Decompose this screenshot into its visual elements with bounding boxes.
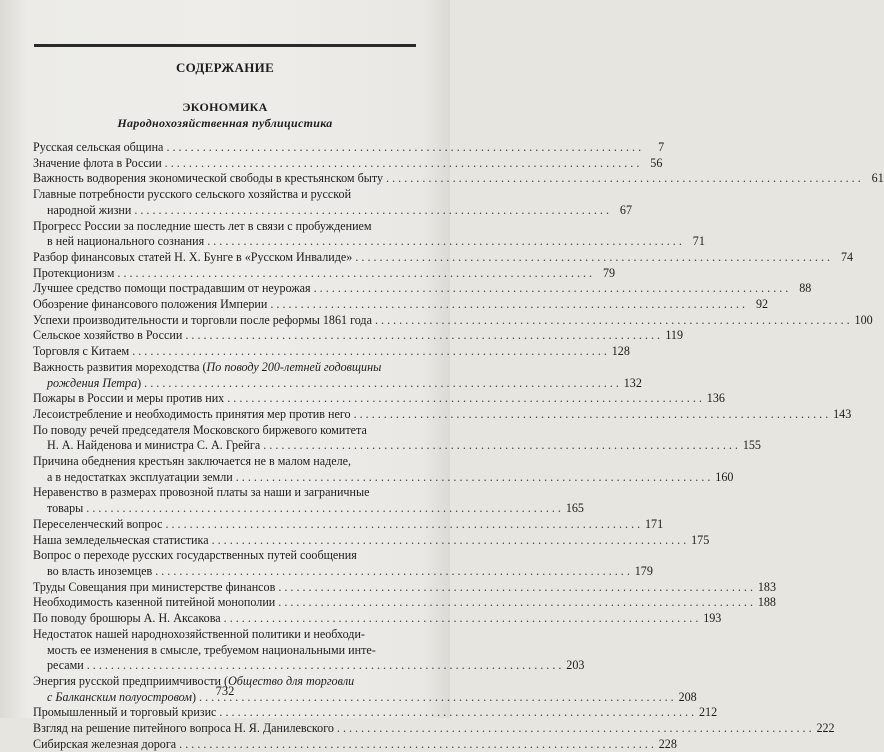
title-text: Торговля с Китаем: [33, 344, 130, 359]
toc-page-number: 165: [565, 501, 584, 516]
title-text: а в недостатках эксплуатации земли: [47, 469, 233, 484]
toc-page-number: 143: [833, 406, 852, 421]
toc-page-number: 7: [658, 140, 665, 154]
title-text: По поводу брошюры А. Н. Аксакова: [33, 611, 221, 626]
toc-entry-line: [33, 406, 852, 423]
title-text: Протекционизм: [33, 265, 115, 280]
subsection-heading: Народнохозяйственная публицистика: [117, 116, 333, 130]
toc-entry: [33, 721, 835, 737]
toc-entry: [33, 344, 630, 360]
toc-entry: [33, 281, 812, 297]
toc-entry: [33, 406, 852, 423]
toc-page-number: 92: [755, 297, 769, 312]
toc-entry-line: [33, 643, 433, 659]
toc-entry-title: [47, 376, 141, 392]
title-text: Главные потребности русского сельского хозяйства и русской: [33, 187, 352, 202]
title-text: ): [137, 375, 142, 390]
toc-entry-title: [33, 156, 162, 172]
top-rule: [34, 44, 416, 47]
toc-entry: [33, 532, 710, 549]
section-heading: ЭКОНОМИКА: [182, 100, 268, 114]
toc-page-number: 71: [692, 234, 705, 249]
toc-page-number: 136: [706, 391, 725, 406]
toc-entry-title: [33, 391, 224, 407]
toc-entry-title: [47, 203, 131, 219]
toc-page-number: 88: [799, 281, 812, 296]
toc-entry-line: [33, 171, 884, 187]
toc-entry-line: [33, 532, 710, 549]
toc-page-number: 179: [634, 563, 653, 578]
toc-page-number: 203: [566, 658, 585, 673]
toc-entry: [33, 312, 873, 329]
toc-entry-title: [47, 501, 83, 517]
title-text: Сельское хозяйство в России: [33, 328, 183, 343]
toc-entry-title: [33, 344, 129, 360]
title-text: Промышленный и торговый кризис: [33, 705, 217, 720]
title-italic-text: рождения Петра: [47, 375, 138, 390]
toc-entry-line: [33, 485, 433, 501]
title-text: Лучшее средство помощи пострадавшим от неурожая: [33, 281, 311, 296]
toc-entry-line: [33, 423, 433, 439]
toc-page-number: 228: [658, 736, 677, 751]
toc-entry: [33, 218, 705, 250]
dot-leader: [236, 470, 711, 486]
title-text: Наша земледельческая статистика: [33, 532, 209, 547]
toc-entry-line: [33, 328, 684, 344]
toc-entry: [33, 187, 632, 218]
toc-entry-line: [33, 438, 761, 454]
toc-page-number: 183: [757, 579, 776, 594]
toc-entry-title: [33, 219, 372, 235]
toc-entry-title: [47, 470, 233, 486]
toc-entry: [33, 736, 677, 752]
toc-entry-line: [33, 563, 653, 580]
toc-entry-title: [33, 485, 369, 501]
toc-entry-line: [33, 344, 630, 360]
toc-entry-line: [33, 140, 665, 156]
toc-entry-title: [33, 533, 209, 549]
dot-leader: [165, 156, 640, 172]
dot-leader: [278, 595, 753, 611]
toc-entry: [33, 454, 734, 485]
dot-leader: [224, 611, 699, 627]
title-text: Важность водворения экономической свободы в крестьянском быту: [33, 171, 384, 186]
toc-page-number: 132: [623, 375, 642, 390]
title-text: Значение флота в России: [33, 155, 162, 170]
dot-leader: [117, 266, 592, 282]
title-text: Разбор финансовых статей Н. Х. Бунге в «Русском Инвалиде»: [33, 249, 353, 264]
toc-entry: [33, 595, 776, 611]
toc-entry-title: [47, 643, 376, 659]
dot-leader: [165, 517, 640, 533]
toc-entry: [33, 422, 761, 454]
toc-page-number: 212: [698, 705, 718, 720]
title-text: мость ее изменения в смысле, требуемом национальными инте-: [47, 642, 376, 657]
title-text: Сибирская железная дорога: [33, 736, 177, 751]
toc-entry: [33, 297, 769, 313]
toc-page-number: 79: [602, 265, 616, 280]
toc-entry-title: [33, 595, 275, 611]
title-text: Лесоистребление и необходимость принятия мер против него: [33, 406, 351, 421]
toc-entry-title: [33, 171, 383, 187]
dot-leader: [227, 391, 702, 407]
toc-entry-line: [33, 736, 677, 752]
toc-page-number: 61: [871, 171, 884, 186]
dot-leader: [337, 721, 812, 737]
toc-page-number: 56: [650, 155, 663, 170]
toc-entry-line: [33, 658, 585, 674]
dot-leader: [278, 580, 753, 596]
title-text: Необходимость казенной питейной монополии: [33, 595, 276, 610]
toc-entry-title: [47, 234, 204, 250]
dot-leader: [386, 171, 861, 187]
dot-leader: [155, 564, 630, 580]
dot-leader: [354, 407, 829, 423]
page-number: 732: [215, 684, 235, 698]
toc-page-number: 208: [678, 689, 697, 704]
title-text: Недостаток нашей народнохозяйственной политики и необходи-: [33, 626, 365, 641]
toc-page-number: 67: [619, 202, 632, 217]
toc-entry-title: [33, 721, 334, 737]
toc-entry-line: [33, 501, 584, 517]
dot-leader: [87, 658, 562, 674]
toc-entry-title: [33, 328, 182, 344]
title-text: Вопрос о переходе русских государственных путей сообщения: [33, 548, 357, 563]
toc-page-number: 188: [757, 595, 776, 610]
toc-entry-title: [33, 360, 381, 376]
toc-entry-line: [33, 312, 873, 329]
toc-page-number: 74: [840, 249, 854, 264]
toc-entry: [33, 265, 616, 282]
toc-entry: [33, 391, 725, 407]
dot-leader: [270, 297, 745, 313]
title-text: во власть иноземцев: [47, 563, 153, 578]
toc-entry: [33, 140, 665, 156]
toc-entry-title: [33, 140, 163, 156]
title-text: Н. А. Найденова и министра С. А. Грейга: [47, 438, 261, 453]
toc-entry-title: [33, 297, 267, 313]
toc-entry-title: [33, 281, 311, 297]
title-text: в ней национального сознания: [47, 234, 205, 249]
toc-entry-line: [33, 469, 734, 486]
toc-page-number: 128: [611, 344, 630, 359]
toc-entry-line: [33, 391, 725, 407]
toc-entry-line: [33, 611, 722, 627]
toc-entry-line: [33, 360, 433, 376]
table-of-contents: [33, 140, 884, 752]
toc-entry-title: [33, 266, 114, 282]
toc-entry-line: [33, 705, 718, 721]
toc-entry: [33, 548, 653, 579]
toc-entry-title: [33, 454, 351, 470]
title-italic-text: Обществo для торговли: [228, 673, 355, 688]
toc-entry: [33, 626, 585, 674]
toc-entry-title: [33, 187, 351, 203]
dot-leader: [144, 376, 619, 392]
toc-entry: [33, 171, 884, 187]
toc-entry-line: [33, 155, 663, 172]
title-text: Пожары в России и меры против них: [33, 391, 225, 406]
toc-entry-title: [33, 250, 352, 266]
title-text: Причина обеднения крестьян заключается не в малом наделе,: [33, 454, 352, 469]
title-text: Обозрение финансового положения Империи: [33, 297, 268, 312]
title-text: По поводу речей председателя Московского биржевого комитета: [33, 422, 367, 437]
dot-leader: [212, 533, 687, 549]
toc-entry-title: [33, 548, 357, 564]
toc-entry-line: [33, 249, 854, 266]
dot-leader: [219, 705, 694, 721]
toc-entry-title: [33, 627, 365, 643]
toc-entry-line: [33, 202, 632, 219]
toc-entry-line: [33, 516, 664, 533]
toc-entry-line: [33, 297, 769, 313]
toc-page-number: 100: [854, 312, 873, 327]
toc-entry: [33, 359, 642, 391]
dot-leader: [86, 501, 561, 517]
toc-page-number: 119: [665, 328, 684, 343]
title-text: Успехи производительности и торговли после реформы 1861 года: [33, 312, 372, 327]
toc-entry: [33, 249, 854, 266]
title-italic-text: с Балканским полуостровом: [47, 689, 192, 704]
dot-leader: [207, 234, 682, 250]
dot-leader: [263, 438, 738, 454]
title-italic-text: По поводу 200-летней годовщины: [206, 359, 382, 374]
toc-entry-line: [33, 721, 835, 737]
toc-entry: [33, 485, 584, 516]
toc-entry: [33, 155, 663, 172]
toc-entry-title: [47, 438, 260, 454]
dot-leader: [355, 250, 830, 266]
toc-entry-line: [33, 548, 433, 564]
dot-leader: [179, 737, 654, 752]
toc-page-number: 222: [816, 721, 835, 736]
toc-entry-line: [33, 375, 642, 392]
toc-entry: [33, 611, 722, 627]
title-text: Прогресс России за последние шесть лет в связи с пробуждением: [33, 218, 372, 233]
toc-entry-line: [33, 281, 812, 297]
toc-entry-title: [33, 611, 221, 627]
toc-entry: [33, 579, 776, 596]
toc-entry: [33, 705, 718, 721]
title-text: Энергия русской предприимчивости (: [33, 673, 229, 688]
toc-page-number: 155: [742, 438, 761, 453]
toc-page-number: 193: [703, 611, 722, 626]
toc-page-number: 175: [691, 532, 710, 547]
toc-entry: [33, 516, 664, 533]
title-text: Труды Совещания при министерстве финансов: [33, 579, 276, 594]
toc-entry-title: [33, 737, 176, 752]
contents-heading: СОДЕРЖАНИЕ: [175, 60, 275, 75]
toc-entry-title: [33, 423, 367, 439]
toc-entry-title: [47, 564, 152, 580]
toc-entry-line: [33, 219, 433, 235]
toc-entry-line: [33, 265, 616, 282]
title-text: Взгляд на решение питейного вопроса Н. Я. Данилевского: [33, 721, 334, 736]
toc-page-number: 160: [715, 469, 734, 484]
title-text: Важность развития мореходства (: [33, 359, 207, 374]
title-text: ресами: [47, 658, 84, 673]
title-text: Русская сельская община: [33, 140, 164, 154]
dot-leader: [314, 281, 789, 297]
toc-entry-line: [33, 454, 433, 470]
toc-entry-line: [33, 234, 705, 250]
toc-entry-title: [47, 658, 84, 674]
title-text: Неравенство в размерах провозной платы за наши и заграничные: [33, 485, 370, 500]
toc-entry-title: [33, 580, 275, 596]
toc-entry-title: [33, 517, 162, 533]
dot-leader: [134, 203, 609, 219]
toc-entry: [33, 328, 684, 344]
title-text: Переселенческий вопрос: [33, 516, 163, 531]
toc-entry-title: [33, 313, 372, 329]
title-text: товары: [47, 501, 84, 516]
dot-leader: [375, 313, 850, 329]
dot-leader: [132, 344, 607, 360]
toc-entry-title: [33, 407, 351, 423]
toc-entry-title: [33, 705, 216, 721]
title-text: народной жизни: [47, 202, 132, 217]
toc-entry-line: [33, 187, 433, 203]
toc-entry-line: [33, 579, 776, 596]
toc-entry-line: [33, 595, 776, 611]
toc-page-number: 171: [645, 516, 664, 531]
toc-entry-line: [33, 627, 433, 643]
dot-leader: [185, 328, 660, 344]
dot-leader: [166, 140, 641, 156]
title-text: ): [191, 689, 197, 704]
